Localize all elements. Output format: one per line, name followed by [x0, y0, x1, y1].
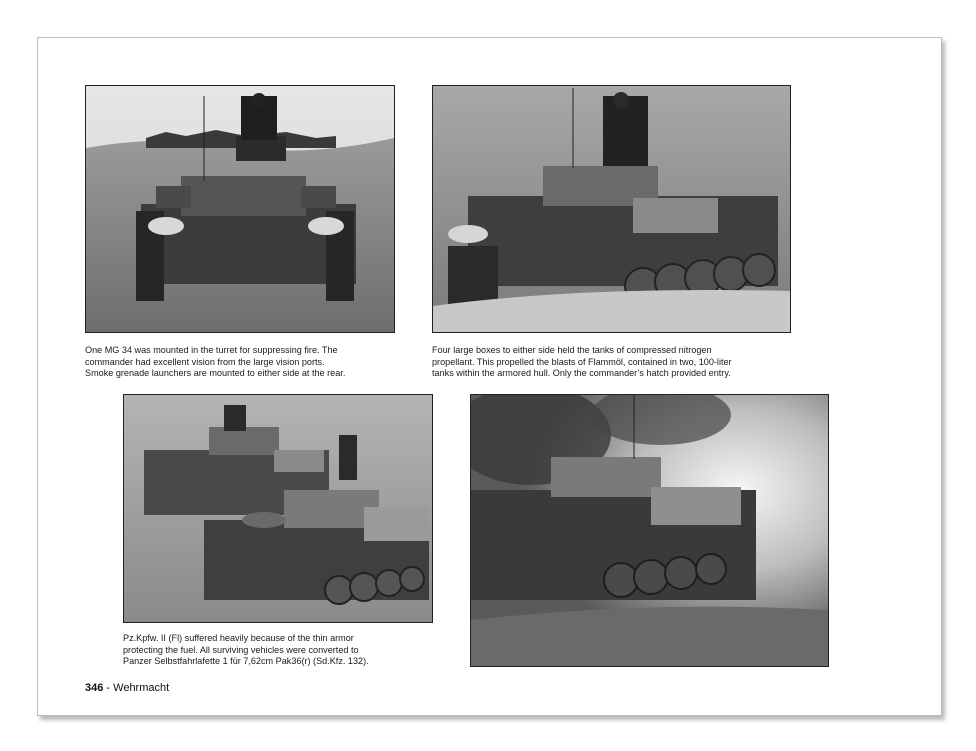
- caption-line: Four large boxes to either side held the tanks of compressed nitrogen: [432, 345, 712, 355]
- caption-line: Pz.Kpfw. II (Fl) suffered heavily because of the thin armor: [123, 633, 354, 643]
- page-footer: [85, 682, 169, 694]
- caption-line: Panzer Selbstfahrlafette 1 für 7,62cm Pak36(r) (Sd.Kfz. 132).: [123, 656, 369, 667]
- caption-line: protecting the fuel. All surviving vehicles were converted to: [123, 644, 359, 655]
- caption-line: propellant. This propelled the blasts of Flammöl, contained in two, 100-liter: [432, 356, 732, 367]
- caption-line: One MG 34 was mounted in the turret for suppressing fire. The: [85, 345, 338, 355]
- caption-line: Smoke grenade launchers are mounted to either side at the rear.: [85, 368, 346, 379]
- caption-line: commander had excellent vision from the large vision ports.: [85, 356, 325, 367]
- book-page: [37, 37, 942, 716]
- caption-top-right: [432, 345, 732, 380]
- caption-top-left: [85, 345, 345, 380]
- caption-line: tanks within the armored hull. Only the commander’s hatch provided entry.: [432, 368, 731, 379]
- section-name: Wehrmacht: [113, 682, 170, 694]
- two-tanks-photo: [123, 394, 433, 623]
- caption-bottom-left: [123, 633, 369, 668]
- tank-front-view-photo: [85, 85, 395, 333]
- footer-separator: -: [103, 682, 114, 694]
- page-number: 346: [85, 682, 104, 694]
- flamethrower-firing-photo: [470, 394, 829, 667]
- tank-side-view-photo: [432, 85, 791, 333]
